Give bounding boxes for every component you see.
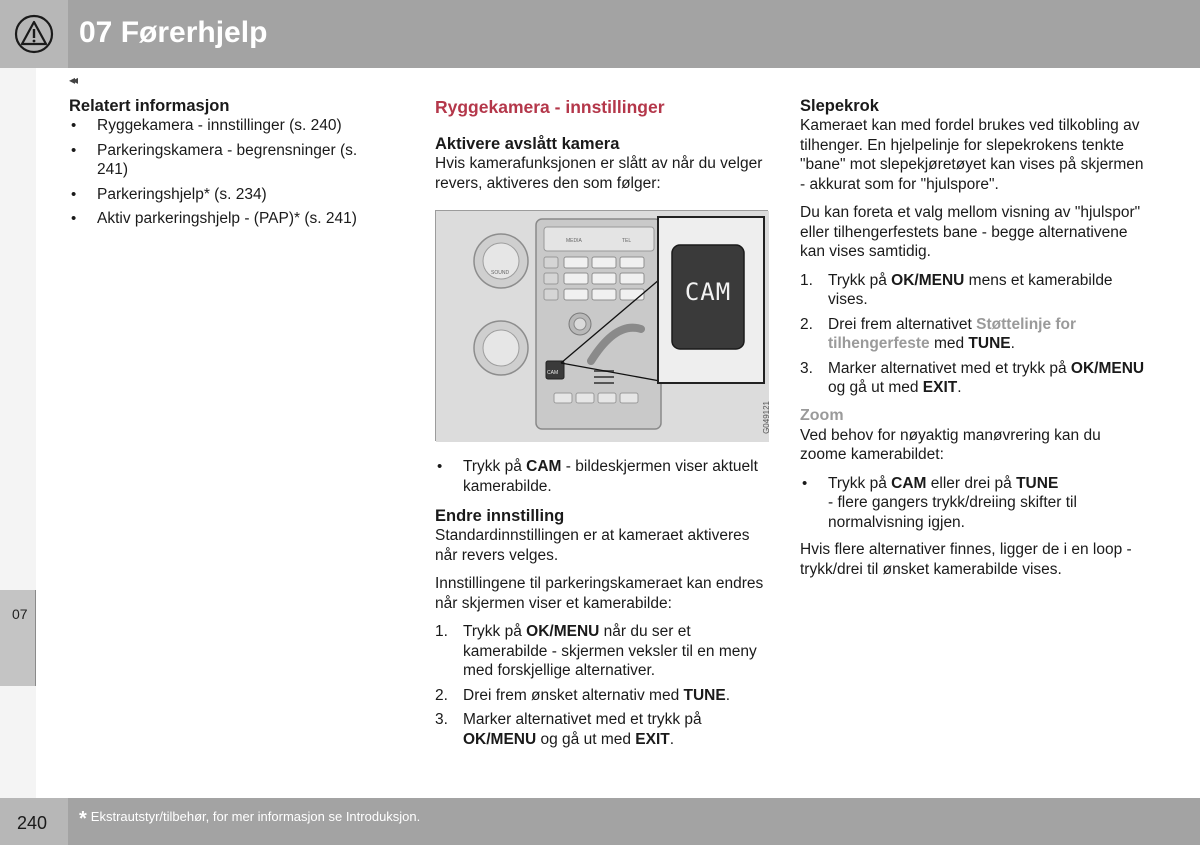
page-number: 240	[17, 813, 48, 833]
change-setting-text-2: Innstillingene til parkeringskameraet kan endres når skjermen viser et kamerabilde:	[435, 575, 764, 612]
related-link[interactable]: • Parkeringskamera - begrensninger (s. 241)	[69, 141, 389, 180]
list-item: 1. Trykk på OK/MENU mens et kamerabilde vises.	[800, 271, 1113, 308]
chapter-title: 07 Førerhjelp	[79, 16, 268, 49]
double-chevron-left-icon[interactable]: ◂◂	[69, 73, 76, 87]
list-item: 3. Marker alternativet med et trykk på OK/MENU og gå ut med EXIT.	[800, 359, 1145, 396]
chapter-header	[0, 0, 1200, 68]
tow-hook-text-1: Kameraet kan med fordel brukes ved tilkobling av tilhenger. En hjelpelinje for slepekrokens tenkte "bane" mot slepekjøretøyet kan vises på skjermen - akkurat som for "hjulspore".	[800, 117, 1144, 193]
list-item: • Trykk på CAM - bildeskjermen viser aktuelt kamerabilde.	[435, 457, 769, 496]
list-item: 1. Trykk på OK/MENU når du ser et kamerabilde - skjermen veksler til en meny med forskjellige alternativer.	[435, 623, 757, 679]
asterisk: *	[79, 808, 87, 830]
sound-label: SOUND	[491, 270, 510, 276]
list-item: 2. Drei frem ønsket alternativ med TUNE.	[435, 686, 731, 704]
tow-hook-column	[800, 96, 1145, 588]
side-strip	[0, 68, 36, 798]
zoom-loop-text: Hvis flere alternativer finnes, ligger de i en loop - trykk/drei til ønsket kamerabilde vises.	[800, 541, 1132, 578]
warning-triangle-icon	[14, 14, 54, 54]
tow-hook-heading: Slepekrok	[800, 97, 879, 115]
change-setting-text-1: Standardinnstillingen er at kameraet aktiveres når revers velges.	[435, 527, 750, 564]
chapter-tab[interactable]	[0, 590, 36, 686]
cam-button-label: CAM	[684, 278, 732, 306]
tel-label: TEL	[622, 238, 632, 244]
list-item: 3. Marker alternativet med et trykk på OK/MENU og gå ut med EXIT.	[435, 711, 702, 748]
small-cam-label: CAM	[547, 370, 559, 376]
related-links-list	[69, 116, 389, 229]
related-info-column	[69, 96, 389, 234]
media-label: MEDIA	[566, 238, 582, 244]
related-link[interactable]: • Parkeringshjelp* (s. 234)	[69, 185, 389, 205]
list-item: • Trykk på CAM eller drei på TUNE - flere gangers trykk/dreiing skifter til normalvisning igjen.	[800, 474, 1145, 533]
related-info-heading: Relatert informasjon	[69, 97, 230, 115]
zoom-text: Ved behov for nøyaktig manøvrering kan du zoome kamerabildet:	[800, 426, 1101, 463]
activate-camera-text: Hvis kamerafunksjonen er slått av når du velger revers, aktiveres den som følger:	[435, 155, 763, 192]
activate-steps	[435, 457, 769, 496]
related-link[interactable]: • Ryggekamera - innstillinger (s. 240)	[69, 116, 389, 136]
header-icon-box	[0, 0, 68, 68]
section-title: Ryggekamera - innstillinger	[435, 97, 665, 117]
related-link[interactable]: • Aktiv parkeringshjelp - (PAP)* (s. 241)	[69, 209, 389, 229]
console-illustration	[436, 211, 769, 442]
camera-settings-column	[435, 96, 769, 755]
tow-hook-steps	[800, 271, 1145, 398]
chapter-tab-label: 07	[12, 606, 28, 622]
tow-hook-text-2: Du kan foreta et valg mellom visning av "hjulspor" eller tilhengerfestets bane - begge alternativene kan vises samtidig.	[800, 204, 1141, 260]
center-console-figure	[435, 210, 771, 441]
change-setting-heading: Endre innstilling	[435, 507, 565, 525]
activate-camera-heading: Aktivere avslått kamera	[435, 135, 620, 153]
list-item: 2. Drei frem alternativet Støttelinje for tilhengerfeste med TUNE.	[800, 315, 1077, 352]
zoom-steps	[800, 474, 1145, 533]
footnote: * Ekstrautstyr/tilbehør, for mer informasjon se Introduksjon.	[79, 808, 421, 830]
figure-code: G049121	[762, 401, 771, 434]
zoom-heading: Zoom	[800, 406, 844, 424]
change-setting-steps	[435, 622, 769, 749]
